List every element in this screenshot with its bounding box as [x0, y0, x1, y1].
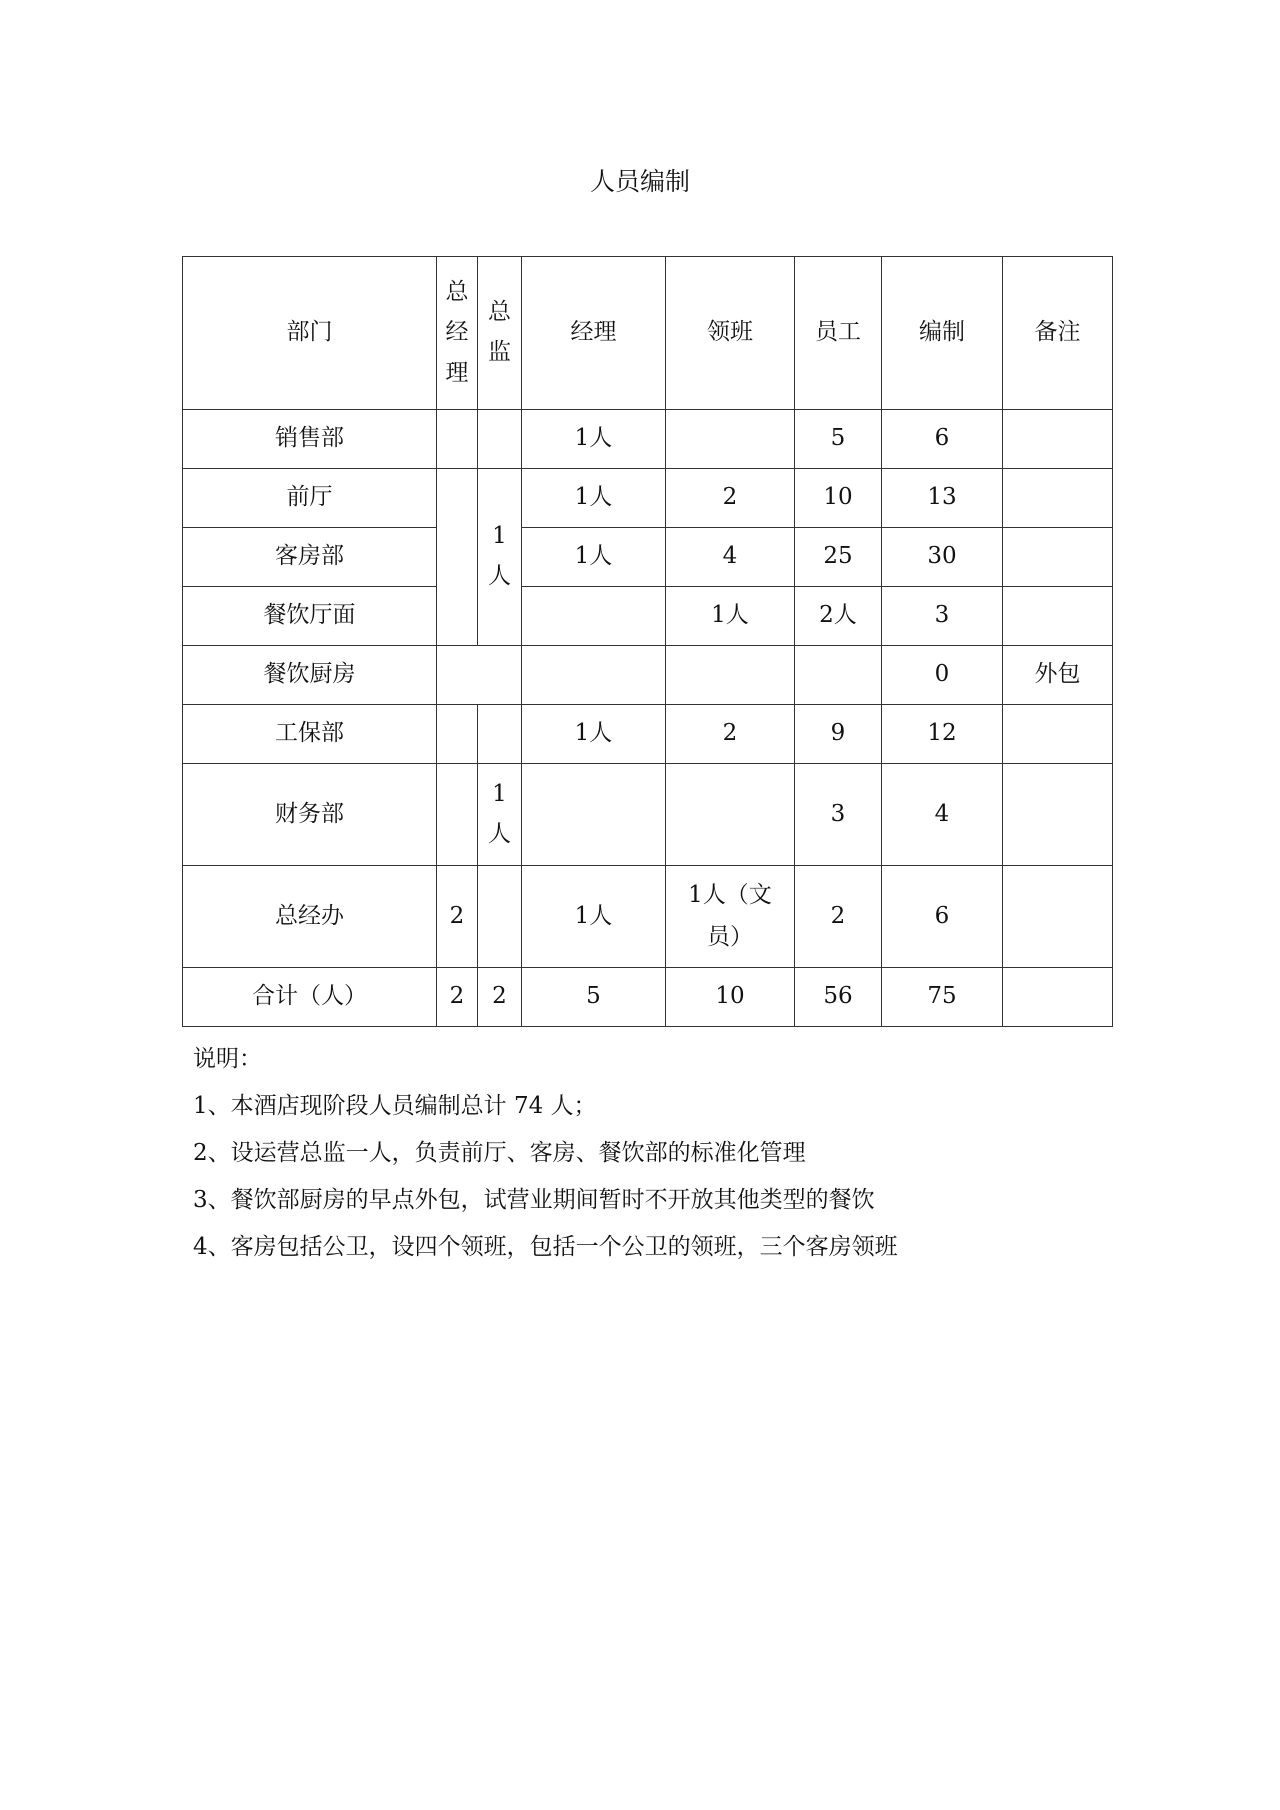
table-row — [183, 469, 1113, 528]
cell-remark — [1003, 866, 1113, 968]
table-row — [183, 764, 1113, 866]
note-item: 4、客房包括公卫，设四个领班，包括一个公卫的领班，三个客房领班 — [193, 1234, 898, 1260]
cell-manager: 1人 — [522, 469, 666, 528]
cell-staff: 2人 — [795, 587, 882, 646]
cell-remark: 外包 — [1003, 646, 1113, 705]
header-total: 编制 — [882, 257, 1003, 410]
header-manager: 经理 — [522, 257, 666, 410]
cell-lead: 1人 — [666, 587, 795, 646]
cell-total: 75 — [882, 968, 1003, 1027]
cell-lead: 10 — [666, 968, 795, 1027]
cell-gm-merged — [437, 469, 478, 646]
note-item: 1、本酒店现阶段人员编制总计 74 人； — [193, 1093, 597, 1119]
cell-remark — [1003, 410, 1113, 469]
cell-director — [478, 410, 522, 469]
cell-remark — [1003, 528, 1113, 587]
table-header-row — [183, 257, 1113, 410]
cell-director-merged — [478, 469, 522, 646]
table-row — [183, 410, 1113, 469]
cell-gm-director-merged — [437, 646, 522, 705]
cell-manager: 1人 — [522, 866, 666, 968]
cell-gm — [437, 410, 478, 469]
cell-director — [478, 705, 522, 764]
notes-section — [193, 1036, 898, 1271]
cell-manager: 1人 — [522, 705, 666, 764]
cell-remark — [1003, 587, 1113, 646]
cell-dept: 销售部 — [183, 410, 437, 469]
cell-director-merged-text: 1人 — [487, 523, 511, 590]
cell-lead-text: 1人（文员） — [688, 882, 772, 950]
cell-dept: 总经办 — [183, 866, 437, 968]
note-item: 2、设运营总监一人，负责前厅、客房、餐饮部的标准化管理 — [193, 1140, 806, 1166]
cell-staff: 3 — [795, 764, 882, 866]
cell-lead: 2 — [666, 469, 795, 528]
table-row — [183, 646, 1113, 705]
cell-director — [478, 866, 522, 968]
cell-director: 2 — [478, 968, 522, 1027]
cell-staff: 9 — [795, 705, 882, 764]
cell-lead: 4 — [666, 528, 795, 587]
cell-dept: 前厅 — [183, 469, 437, 528]
cell-manager — [522, 587, 666, 646]
notes-heading: 说明： — [193, 1046, 262, 1072]
cell-dept: 餐饮厨房 — [183, 646, 437, 705]
table-row — [183, 705, 1113, 764]
header-staff: 员工 — [795, 257, 882, 410]
cell-dept: 合计（人） — [183, 968, 437, 1027]
cell-dept: 财务部 — [183, 764, 437, 866]
cell-dept: 工保部 — [183, 705, 437, 764]
cell-remark — [1003, 705, 1113, 764]
cell-gm — [437, 705, 478, 764]
header-director — [478, 257, 522, 410]
cell-lead — [666, 646, 795, 705]
cell-total: 30 — [882, 528, 1003, 587]
cell-total: 4 — [882, 764, 1003, 866]
header-director-text: 总监 — [487, 299, 511, 366]
cell-staff: 56 — [795, 968, 882, 1027]
cell-total: 12 — [882, 705, 1003, 764]
cell-remark — [1003, 469, 1113, 528]
cell-remark — [1003, 968, 1113, 1027]
cell-total: 0 — [882, 646, 1003, 705]
cell-staff: 25 — [795, 528, 882, 587]
cell-total: 3 — [882, 587, 1003, 646]
header-gm — [437, 257, 478, 410]
page-title: 人员编制 — [589, 167, 690, 196]
cell-gm: 2 — [437, 968, 478, 1027]
note-item: 3、餐饮部厨房的早点外包，试营业期间暂时不开放其他类型的餐饮 — [193, 1187, 875, 1213]
cell-gm — [437, 764, 478, 866]
cell-total: 6 — [882, 410, 1003, 469]
table-total-row — [183, 968, 1113, 1027]
table-row — [183, 866, 1113, 968]
cell-manager: 1人 — [522, 528, 666, 587]
staffing-table — [182, 256, 1113, 1027]
cell-director-text: 1人 — [487, 780, 511, 847]
cell-manager: 1人 — [522, 410, 666, 469]
cell-lead — [666, 764, 795, 866]
table-row — [183, 528, 1113, 587]
cell-lead: 2 — [666, 705, 795, 764]
cell-dept: 餐饮厅面 — [183, 587, 437, 646]
cell-staff: 10 — [795, 469, 882, 528]
header-gm-text: 总经理 — [445, 279, 469, 386]
cell-lead — [666, 410, 795, 469]
header-lead: 领班 — [666, 257, 795, 410]
table-row — [183, 587, 1113, 646]
cell-staff — [795, 646, 882, 705]
cell-dept: 客房部 — [183, 528, 437, 587]
cell-manager — [522, 646, 666, 705]
cell-total: 13 — [882, 469, 1003, 528]
cell-manager — [522, 764, 666, 866]
cell-director — [478, 764, 522, 866]
cell-manager: 5 — [522, 968, 666, 1027]
cell-remark — [1003, 764, 1113, 866]
header-remark: 备注 — [1003, 257, 1113, 410]
cell-lead — [666, 866, 795, 968]
cell-staff: 5 — [795, 410, 882, 469]
header-dept: 部门 — [183, 257, 437, 410]
cell-gm: 2 — [437, 866, 478, 968]
cell-total: 6 — [882, 866, 1003, 968]
cell-staff: 2 — [795, 866, 882, 968]
